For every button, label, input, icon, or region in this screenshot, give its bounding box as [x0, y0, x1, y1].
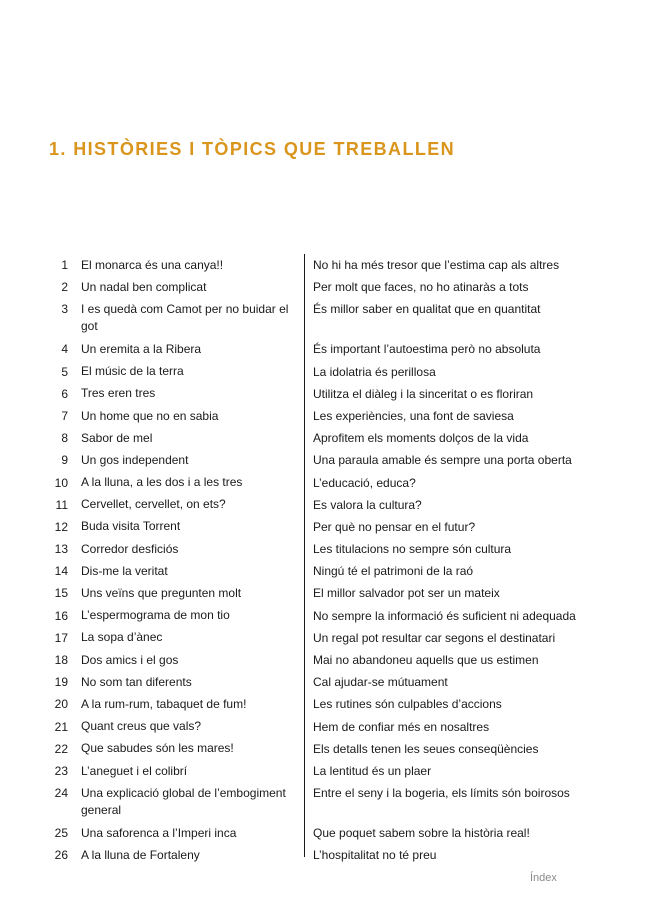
story-number: 2 — [61, 280, 68, 295]
story-topic: Un regal pot resultar car segons el destinatari — [313, 630, 556, 645]
story-topic: És important l’autoestima però no absoluta — [313, 342, 541, 357]
story-number: 25 — [54, 826, 68, 841]
story-topic: Ningú té el patrimoni de la raó — [313, 564, 474, 579]
index-link[interactable]: Índex — [530, 872, 557, 884]
table-row — [0, 472, 650, 494]
story-title: Corredor desficiós — [81, 541, 179, 556]
story-number: 26 — [54, 848, 68, 863]
table-row — [0, 627, 650, 649]
story-topic: Una paraula amable és sempre una porta oberta — [313, 453, 572, 468]
story-title: Buda visita Torrent — [81, 519, 181, 534]
story-title: Un home que no en sabia — [81, 408, 219, 423]
table-row — [0, 560, 650, 582]
story-topic: Entre el seny i la bogeria, els límits són boirosos — [313, 786, 570, 801]
story-number: 3 — [61, 302, 68, 317]
story-title: Una explicació global de l’embogiment general — [81, 785, 286, 817]
story-number: 23 — [54, 763, 68, 778]
story-number: 21 — [54, 719, 68, 734]
story-number: 5 — [61, 364, 68, 379]
story-number: 12 — [54, 519, 68, 534]
table-row — [0, 538, 650, 560]
story-number: 10 — [54, 475, 68, 490]
story-topic: Les rutines són culpables d’accions — [313, 697, 502, 712]
page-title: 1. HISTÒRIES I TÒPICS QUE TREBALLEN — [49, 139, 456, 159]
story-title: La sopa d’ànec — [81, 630, 163, 645]
story-number: 16 — [54, 608, 68, 623]
story-number: 22 — [54, 741, 68, 756]
story-number: 7 — [61, 408, 68, 423]
story-number: 14 — [54, 564, 68, 579]
story-number: 17 — [54, 630, 68, 645]
story-topic: Per molt que faces, no ho atinaràs a tots — [313, 280, 529, 295]
story-topic: No hi ha més tresor que l’estima cap als altres — [313, 258, 560, 272]
story-topic: L’educació, educa? — [313, 475, 416, 490]
story-topic: El millor salvador pot ser un mateix — [313, 586, 500, 601]
table-row — [0, 516, 650, 538]
story-topic: Les titulacions no sempre són cultura — [313, 542, 512, 557]
table-row — [0, 605, 650, 627]
story-title: El músic de la terra — [81, 364, 184, 379]
story-title: Quant creus que vals? — [81, 719, 202, 734]
story-title: Dis-me la veritat — [81, 563, 168, 578]
story-title: Uns veïns que pregunten molt — [81, 586, 242, 601]
table-row — [0, 822, 650, 844]
story-title: Cervellet, cervellet, on ets? — [81, 497, 226, 512]
story-title: Sabor de mel — [81, 430, 153, 445]
story-title: L’aneguet i el colibrí — [81, 763, 188, 778]
story-title: A la rum-rum, tabaquet de fum! — [81, 696, 247, 711]
table-row — [0, 671, 650, 693]
story-topic: Mai no abandoneu aquells que us estimen — [313, 653, 539, 667]
story-number: 13 — [54, 542, 68, 557]
table-row — [0, 254, 650, 276]
table-row — [0, 449, 650, 471]
story-topic: No sempre la informació és suficient ni adequada — [313, 608, 576, 623]
story-number: 8 — [61, 431, 68, 446]
story-title: Un nadal ben complicat — [81, 279, 207, 294]
story-title: A la lluna, a les dos i a les tres — [81, 475, 243, 490]
story-topic: L’hospitalitat no té preu — [313, 848, 437, 863]
story-title: Tres eren tres — [81, 386, 156, 401]
table-row — [0, 338, 650, 360]
table-row — [0, 405, 650, 427]
story-number: 24 — [54, 786, 68, 801]
story-number: 15 — [54, 586, 68, 601]
story-topic: Els detalls tenen les seues conseqüències — [313, 741, 539, 756]
table-row — [0, 844, 650, 866]
story-title: I es quedà com Camot per no buidar el got — [81, 301, 289, 333]
stories-table — [0, 254, 650, 867]
table-row — [0, 738, 650, 760]
story-title: El monarca és una canya!! — [81, 257, 224, 272]
story-title: Una saforenca a l’Imperi inca — [81, 825, 237, 840]
table-row — [0, 782, 650, 822]
table-row — [0, 693, 650, 715]
story-topic: Aprofitem els moments dolços de la vida — [313, 431, 529, 446]
story-title: L’espermograma de mon tio — [81, 608, 230, 623]
story-title: Un gos independent — [81, 452, 189, 467]
story-topic: Que poquet sabem sobre la història real! — [313, 826, 530, 841]
story-topic: La lentitud és un plaer — [313, 763, 432, 778]
table-row — [0, 383, 650, 405]
story-number: 1 — [61, 258, 68, 272]
story-number: 11 — [55, 497, 68, 512]
story-topic: Per què no pensar en el futur? — [313, 519, 476, 534]
table-row — [0, 649, 650, 671]
table-row — [0, 582, 650, 604]
story-number: 19 — [54, 675, 68, 690]
story-title: A la lluna de Fortaleny — [81, 847, 200, 862]
story-title: Un eremita a la Ribera — [81, 341, 202, 356]
story-topic: Hem de confiar més en nosaltres — [313, 719, 490, 734]
story-title: Dos amics i el gos — [81, 652, 179, 667]
story-title: Que sabudes són les mares! — [81, 741, 234, 756]
story-topic: La idolatria és perillosa — [313, 364, 436, 379]
story-number: 6 — [61, 386, 68, 401]
table-row — [0, 298, 650, 338]
table-row — [0, 716, 650, 738]
table-row — [0, 494, 650, 516]
story-topic: És millor saber en qualitat que en quantitat — [313, 302, 541, 317]
story-topic: Utilitza el diàleg i la sinceritat o es floriran — [313, 386, 534, 401]
table-row — [0, 361, 650, 383]
story-title: No som tan diferents — [81, 674, 192, 689]
story-number: 20 — [54, 697, 68, 712]
story-number: 18 — [54, 653, 68, 667]
table-row — [0, 427, 650, 449]
table-row — [0, 276, 650, 298]
story-topic: Les experiències, una font de saviesa — [313, 408, 514, 423]
story-topic: Es valora la cultura? — [313, 497, 422, 512]
story-number: 4 — [61, 342, 68, 357]
story-topic: Cal ajudar-se mútuament — [313, 675, 448, 690]
story-number: 9 — [61, 453, 68, 468]
table-row — [0, 760, 650, 782]
